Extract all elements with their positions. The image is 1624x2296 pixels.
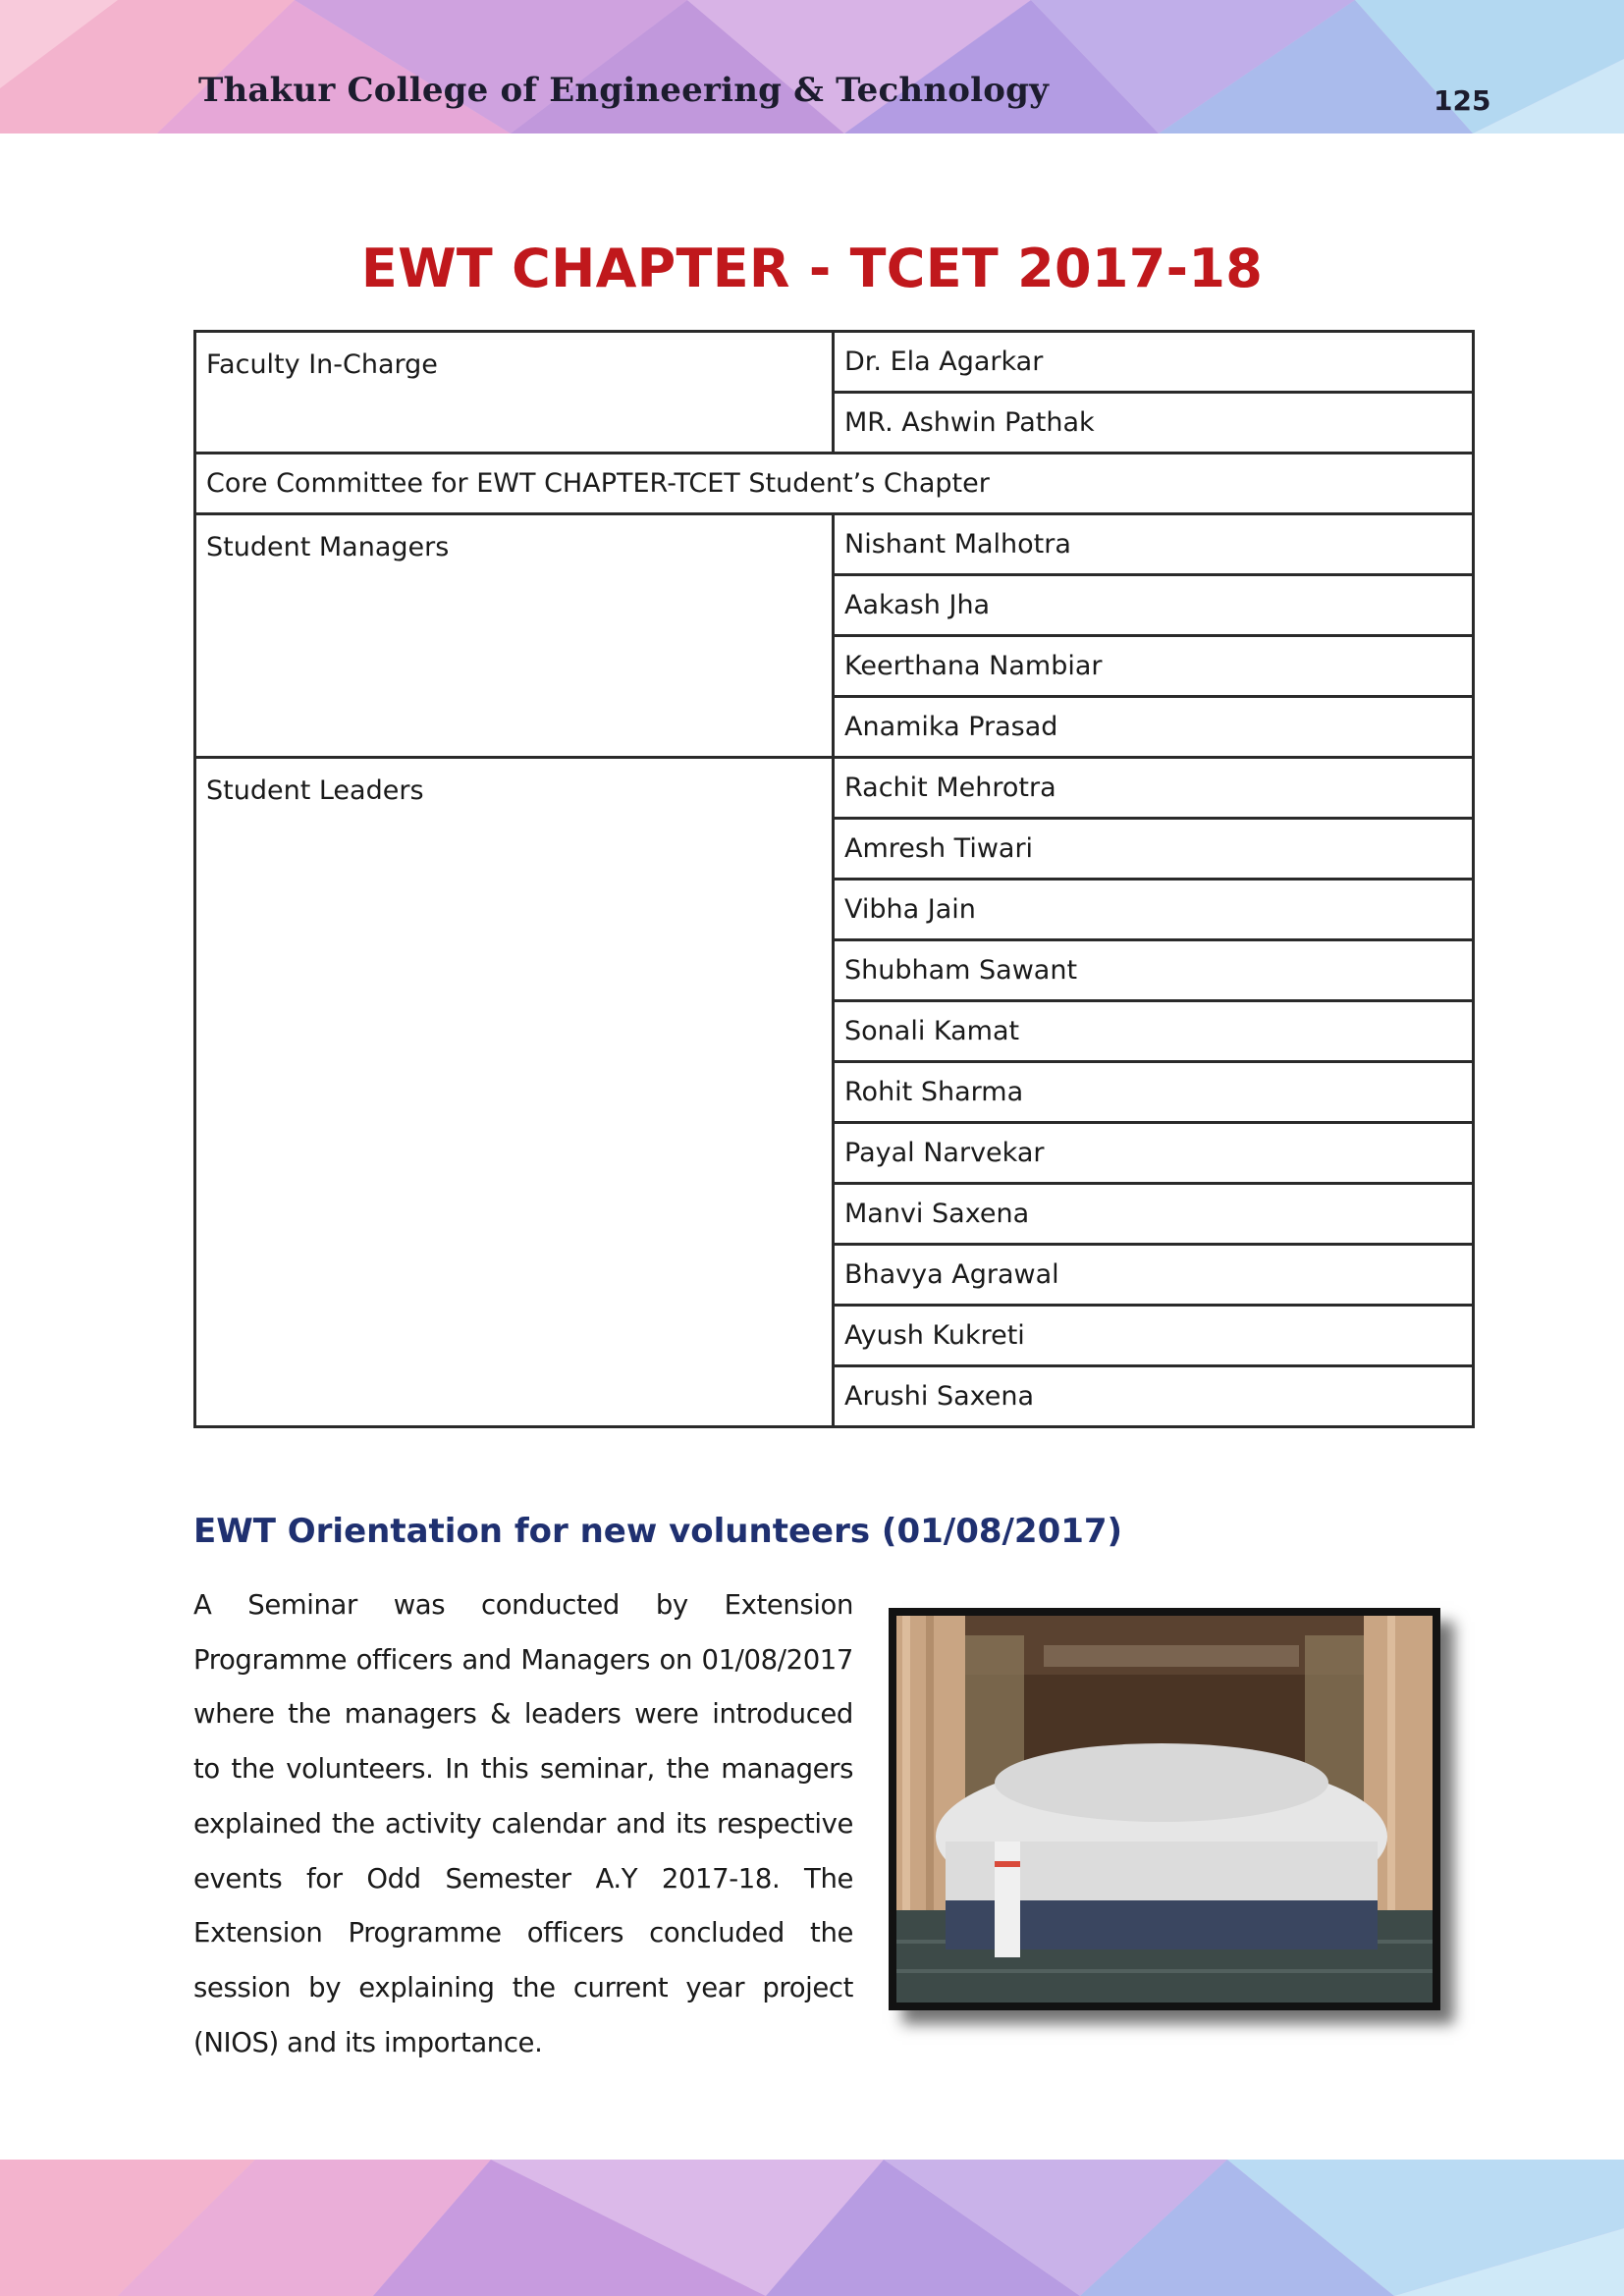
leader-name: Shubham Sawant [834,940,1474,1001]
section-heading: EWT Orientation for new volunteers (01/08/2017) [193,1512,1123,1551]
table-row [195,758,1474,819]
page-title: EWT CHAPTER - TCET 2017-18 [360,238,1264,299]
college-name: Thakur College of Engineering & Technology [198,71,1050,110]
faculty-label: Faculty In-Charge [195,332,834,454]
table-row [195,454,1474,514]
leader-name: Vibha Jain [834,880,1474,940]
header-banner [0,0,1624,133]
section-body: A Seminar was conducted by Extension Programme officers and Managers on 01/08/2017 where the managers & leaders were introduced to the volunteers. In this seminar, the managers explained the activity calendar and its respective events for Odd Semester A.Y 2017-18. The Extension Programme officers concluded the session by explaining the current year project (NIOS) and its importance. [193,1589,853,2058]
leader-name: Rohit Sharma [834,1062,1474,1123]
manager-name: Aakash Jha [834,575,1474,636]
committee-table [193,330,1475,1428]
faculty-name: Dr. Ela Agarkar [834,332,1474,393]
core-committee-row: Core Committee for EWT CHAPTER-TCET Student’s Chapter [195,454,1474,514]
manager-name: Nishant Malhotra [834,514,1474,575]
leader-name: Payal Narvekar [834,1123,1474,1184]
footer-banner [0,2160,1624,2296]
managers-label: Student Managers [195,514,834,758]
table-row [195,514,1474,575]
leader-name: Rachit Mehrotra [834,758,1474,819]
table-row [195,332,1474,393]
leader-name: Bhavya Agrawal [834,1245,1474,1306]
faculty-name: MR. Ashwin Pathak [834,393,1474,454]
group-photo [889,1608,1440,2010]
leader-name: Amresh Tiwari [834,819,1474,880]
page-number: 125 [1434,84,1491,117]
leaders-label: Student Leaders [195,758,834,1427]
leader-name: Ayush Kukreti [834,1306,1474,1366]
leader-name: Arushi Saxena [834,1366,1474,1427]
manager-name: Keerthana Nambiar [834,636,1474,697]
leader-name: Manvi Saxena [834,1184,1474,1245]
manager-name: Anamika Prasad [834,697,1474,758]
leader-name: Sonali Kamat [834,1001,1474,1062]
